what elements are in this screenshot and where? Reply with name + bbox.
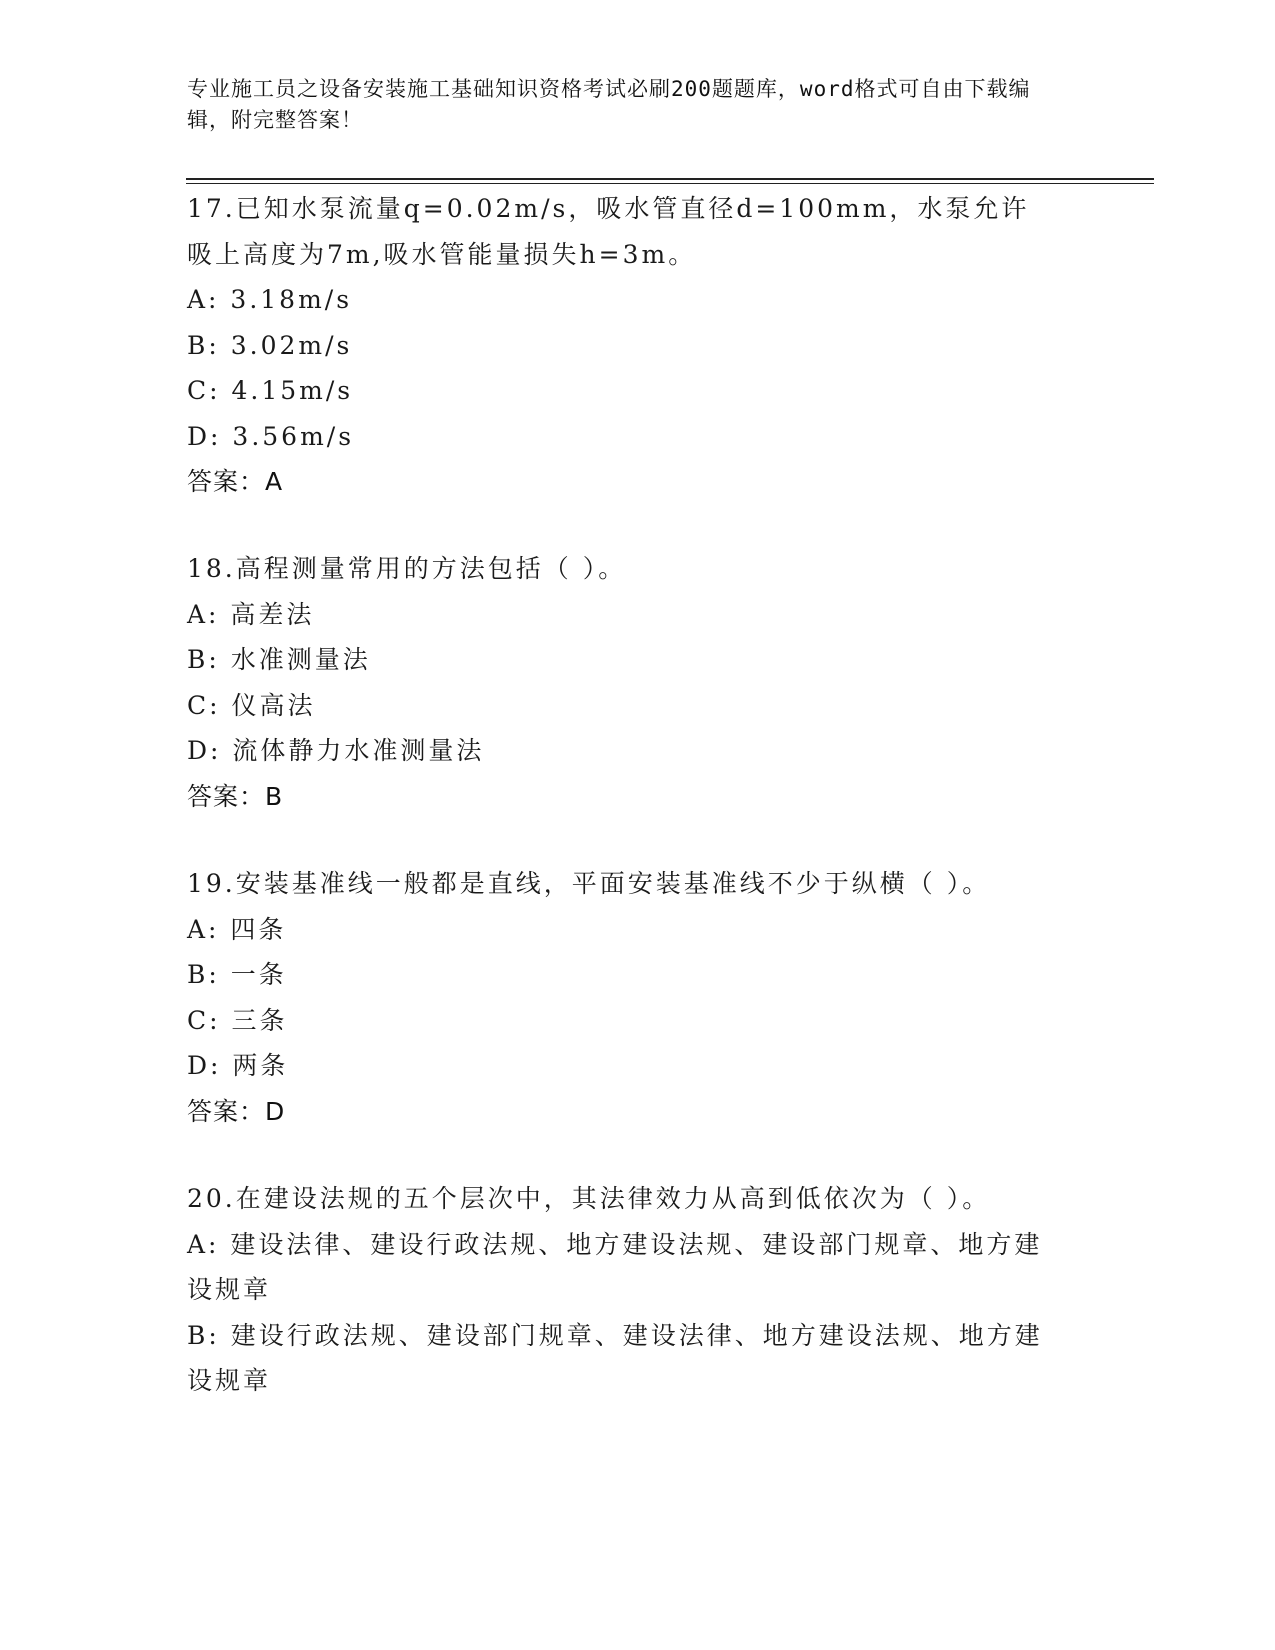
option-c: C: 三条 [187,1005,288,1035]
question-18 [187,546,1087,819]
answer-label: 答案：A [187,467,284,496]
option-b: B: 建设行政法规、建设部门规章、建设法律、地方建设法规、地方建设规章 [187,1320,1043,1395]
header-divider-thick [186,178,1154,180]
question-17 [187,186,1087,504]
option-d: D: 3.56m/s [187,421,355,451]
option-b: B: 水准测量法 [187,645,371,674]
option-a: A: 建设法律、建设行政法规、地方建设法规、建设部门规章、地方建设规章 [187,1229,1043,1304]
document-header: 专业施工员之设备安装施工基础知识资格考试必刷200题题库，word格式可自由下载编辑，附完整答案！ [187,77,1031,132]
option-b: B: 3.02m/s [187,330,353,360]
header-divider-thin [186,183,1154,184]
option-a: A: 四条 [187,914,287,944]
question-stem: 18.高程测量常用的方法包括（ ）。 [187,554,627,583]
question-stem: 17.已知水泵流量q=0.02m/s，吸水管直径d=100mm，水泵允许吸上高度为7m,吸水管能量损失h=3m。 [187,194,1030,269]
option-d: D: 流体静力水准测量法 [187,736,485,765]
option-c: C: 4.15m/s [187,376,354,405]
option-a: A: 高差法 [187,599,315,629]
option-b: B: 一条 [187,960,287,989]
question-20 [187,1176,1087,1404]
option-c: C: 仪高法 [187,690,316,720]
option-a: A: 3.18m/s [187,285,353,314]
answer-label: 答案：D [187,1096,286,1126]
question-19 [187,861,1087,1134]
option-d: D: 两条 [187,1051,289,1080]
answer-label: 答案：B [187,781,284,811]
question-stem: 19.安装基准线一般都是直线，平面安装基准线不少于纵横（ ）。 [187,869,991,898]
question-stem: 20.在建设法规的五个层次中，其法律效力从高到低依次为（ ）。 [187,1184,991,1213]
